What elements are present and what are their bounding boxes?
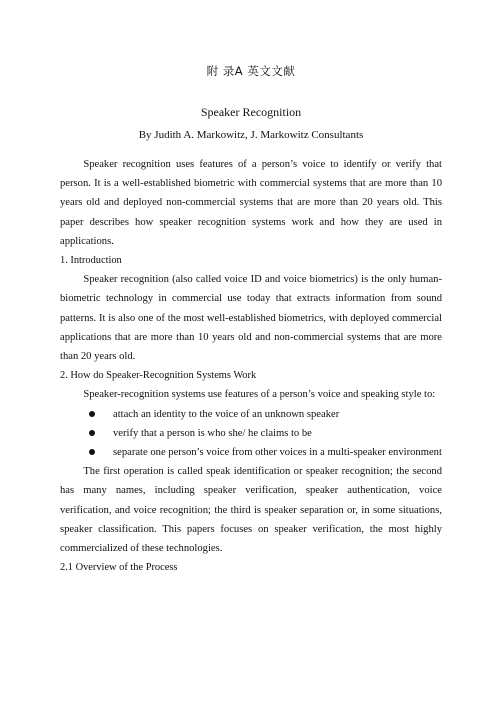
section-heading-introduction: 1. Introduction (60, 255, 122, 267)
list-item (60, 405, 442, 424)
list-item-text: verify that a person is who she/ he claims to be (113, 427, 312, 439)
abstract-paragraph: Speaker recognition uses features of a person’s voice to identify or verify that person. It is a well-established biometric with commercial systems that are more than 10 years old and deployed non-commercial systems that are more than 20 years old. This paper describes how speaker recognition systems work and how they are used in applications. (60, 159, 442, 247)
operations-paragraph: The first operation is called speak identification or speaker recognition; the second has many names, including speaker verification, speaker authentication, voice verification, and voice recognition; the third is speaker separation or, in some situations, speaker classification. This papers focuses on speaker verification, the most highly commercialized of these technologies. (60, 466, 442, 555)
list-item (60, 424, 442, 443)
byline: By Judith A. Markowitz, J. Markowitz Consultants (138, 129, 364, 141)
bullet-icon (89, 449, 95, 455)
section-heading-how-systems-work: 2. How do Speaker-Recognition Systems Work (60, 370, 257, 382)
section-heading-overview-of-process: 2.1 Overview of the Process (60, 562, 178, 574)
list-item (60, 443, 442, 462)
bullet-icon (89, 411, 95, 417)
operations-list (60, 405, 442, 463)
list-item-text: separate one person’s voice from other voices in a multi-speaker environment (113, 447, 442, 459)
article-title: Speaker Recognition (200, 105, 302, 119)
list-item-text: attach an identity to the voice of an unknown speaker (113, 408, 340, 420)
how-systems-work-intro: Speaker-recognition systems use features of a person’s voice and speaking style to: (83, 389, 436, 401)
introduction-paragraph: Speaker recognition (also called voice ID and voice biometrics) is the only human-biometric technology in commercial use today that extracts information from sound patterns. It is also one of the most well-established biometrics, with deployed commercial applications that are more than 10 years old and non-commercial systems that are more than 20 years old. (60, 274, 442, 363)
bullet-icon (89, 430, 95, 436)
appendix-title: 附 录A 英文文献 (206, 64, 296, 78)
